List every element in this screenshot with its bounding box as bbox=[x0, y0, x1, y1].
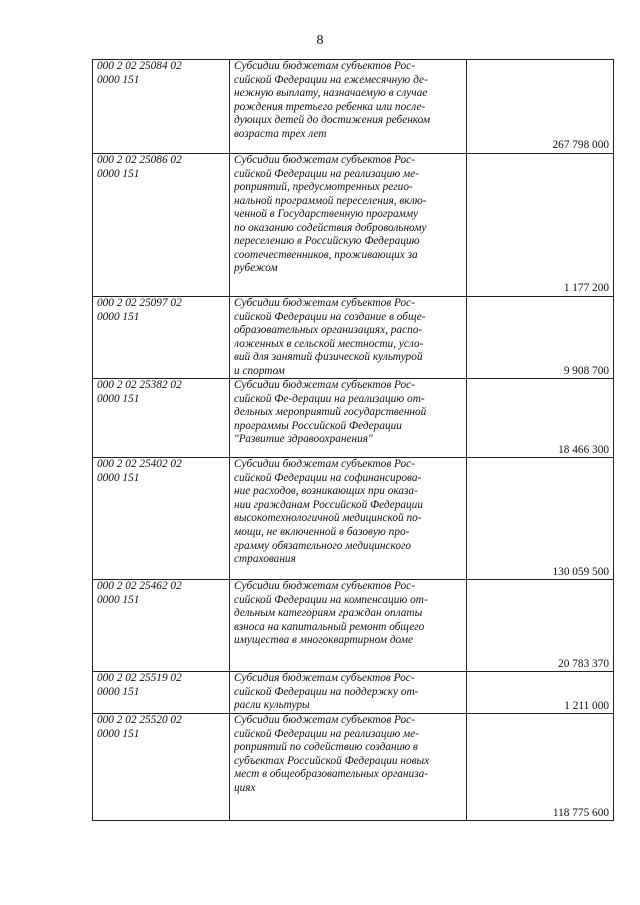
description-cell bbox=[230, 580, 467, 672]
description-line: по оказанию содействия добровольному bbox=[234, 221, 427, 234]
description-line: сийской Федерации на реализацию ме- bbox=[234, 727, 419, 740]
description-line: Субсидии бюджетам субъектов Рос- bbox=[234, 154, 415, 166]
budget-code-line: 0000 151 bbox=[97, 593, 140, 606]
description-line: нальной программой переселения, вклю- bbox=[234, 194, 427, 207]
budget-code-line: 000 2 02 25086 02 bbox=[97, 154, 182, 166]
budget-code-line: 000 2 02 25084 02 bbox=[97, 60, 182, 72]
description-line: вий для занятий физической культурой bbox=[234, 351, 423, 364]
description-cell bbox=[230, 714, 467, 821]
amount-cell bbox=[467, 379, 614, 458]
description-line: страхования bbox=[234, 553, 296, 566]
table-row bbox=[93, 458, 614, 580]
table-row bbox=[93, 580, 614, 672]
budget-table-body bbox=[93, 60, 614, 821]
description-line: переселению в Российскую Федерацию bbox=[234, 235, 420, 248]
description-cell bbox=[230, 672, 467, 714]
description-line: соотечественников, проживающих за bbox=[234, 248, 418, 261]
table-row bbox=[93, 379, 614, 458]
budget-code-cell bbox=[93, 672, 230, 714]
amount-value: 18 466 300 bbox=[558, 443, 609, 456]
description-line: ложенных в сельской местности, усло- bbox=[234, 337, 424, 350]
description-line: сийской Федерации на реализацию ме- bbox=[234, 167, 419, 180]
amount-cell bbox=[467, 60, 614, 154]
amount-cell bbox=[467, 672, 614, 714]
description-line: сийской Федерации на компенсацию от- bbox=[234, 593, 428, 606]
description-line: ние расходов, возникающих при оказа- bbox=[234, 485, 418, 498]
description-line: Субсидии бюджетам субъектов Рос- bbox=[234, 60, 415, 72]
description-line: "Развитие здравоохранения" bbox=[234, 433, 373, 446]
budget-code-cell bbox=[93, 580, 230, 672]
table-row bbox=[93, 672, 614, 714]
description-line: роприятий по содействию созданию в bbox=[234, 741, 418, 754]
amount-value: 1 177 200 bbox=[563, 282, 609, 295]
budget-code-cell bbox=[93, 714, 230, 821]
description-line: рождения третьего ребенка или после- bbox=[234, 100, 426, 113]
budget-code-line: 0000 151 bbox=[97, 685, 140, 698]
amount-value: 118 775 600 bbox=[552, 806, 609, 819]
description-line: мощи, не включенной в базовую про- bbox=[234, 526, 410, 539]
page-number: 8 bbox=[316, 33, 324, 48]
budget-code-cell bbox=[93, 379, 230, 458]
description-cell bbox=[230, 297, 467, 379]
description-line: мест в общеобразовательных организа- bbox=[234, 768, 428, 781]
description-line: нии гражданам Российской Федерации bbox=[234, 498, 423, 511]
table-row bbox=[93, 714, 614, 821]
description-line: сийской Федерации на ежемесячную де- bbox=[234, 73, 428, 86]
description-line: циях bbox=[234, 782, 256, 795]
budget-code-line: 000 2 02 25520 02 bbox=[97, 714, 182, 727]
description-line: нежную выплату, назначаемую в случае bbox=[234, 87, 428, 100]
budget-code-cell bbox=[93, 60, 230, 154]
description-line: сийской Федерации на софинансирова- bbox=[234, 471, 422, 484]
description-line: Субсидии бюджетам субъектов Рос- bbox=[234, 297, 415, 309]
description-cell bbox=[230, 458, 467, 580]
budget-code-line: 000 2 02 25519 02 bbox=[97, 672, 182, 685]
description-line: дельным категориям граждан оплаты bbox=[234, 607, 423, 620]
amount-cell bbox=[467, 580, 614, 672]
description-line: сийской Федерации на создание в обще- bbox=[234, 310, 426, 323]
amount-value: 9 908 700 bbox=[563, 364, 609, 377]
description-line: программы Российской Федерации bbox=[234, 419, 402, 432]
budget-code-line: 000 2 02 25402 02 bbox=[97, 458, 182, 471]
budget-code-line: 0000 151 bbox=[97, 727, 140, 740]
description-line: субъектах Российской Федерации новых bbox=[234, 754, 430, 767]
description-line: высокотехнологичной медицинской по- bbox=[234, 512, 422, 525]
amount-cell bbox=[467, 297, 614, 379]
description-line: имущества в многоквартирном доме bbox=[234, 634, 413, 647]
description-line: дельных мероприятий государственной bbox=[234, 406, 427, 419]
amount-value: 130 059 500 bbox=[552, 565, 609, 578]
description-line: сийской Федерации на поддержку от- bbox=[234, 685, 419, 698]
description-line: грамму обязательного медицинского bbox=[234, 539, 412, 552]
description-line: расли культуры bbox=[234, 699, 310, 712]
description-line: и спортом bbox=[234, 364, 285, 377]
description-line: ченной в Государственную программу bbox=[234, 208, 419, 221]
budget-table bbox=[92, 59, 614, 821]
description-line: образовательных организациях, распо- bbox=[234, 324, 423, 337]
description-line: дующих детей до достижения ребенком bbox=[234, 114, 431, 127]
budget-code-cell bbox=[93, 297, 230, 379]
budget-code-line: 0000 151 bbox=[97, 471, 140, 484]
budget-code-line: 000 2 02 25462 02 bbox=[97, 580, 182, 593]
description-line: сийской Фе-дерации на реализацию от- bbox=[234, 392, 425, 405]
description-line: Субсидия бюджетам субъектов Рос- bbox=[234, 672, 415, 685]
amount-cell bbox=[467, 458, 614, 580]
budget-code-line: 0000 151 bbox=[97, 310, 140, 323]
amount-value: 20 783 370 bbox=[558, 657, 609, 670]
table-row bbox=[93, 154, 614, 297]
amount-value: 1 211 000 bbox=[564, 699, 609, 712]
description-line: рубежом bbox=[234, 262, 278, 275]
amount-value: 267 798 000 bbox=[552, 139, 609, 152]
budget-code-line: 0000 151 bbox=[97, 73, 140, 86]
description-cell bbox=[230, 379, 467, 458]
budget-code-cell bbox=[93, 458, 230, 580]
table-row bbox=[93, 297, 614, 379]
budget-code-line: 000 2 02 25382 02 bbox=[97, 379, 182, 392]
description-line: Субсидии бюджетам субъектов Рос- bbox=[234, 580, 415, 593]
table-row bbox=[93, 60, 614, 154]
description-line: Субсидии бюджетам субъектов Рос- bbox=[234, 379, 415, 392]
description-cell bbox=[230, 154, 467, 297]
description-line: возраста трех лет bbox=[234, 127, 327, 140]
budget-code-line: 000 2 02 25097 02 bbox=[97, 297, 182, 309]
budget-code-cell bbox=[93, 154, 230, 297]
amount-cell bbox=[467, 714, 614, 821]
budget-code-line: 0000 151 bbox=[97, 392, 140, 405]
budget-code-line: 0000 151 bbox=[97, 167, 140, 180]
description-line: роприятий, предусмотренных регио- bbox=[234, 181, 413, 194]
description-line: взноса на капитальный ремонт общего bbox=[234, 620, 425, 633]
description-line: Субсидии бюджетам субъектов Рос- bbox=[234, 458, 415, 471]
description-line: Субсидии бюджетам субъектов Рос- bbox=[234, 714, 415, 727]
description-cell bbox=[230, 60, 467, 154]
amount-cell bbox=[467, 154, 614, 297]
